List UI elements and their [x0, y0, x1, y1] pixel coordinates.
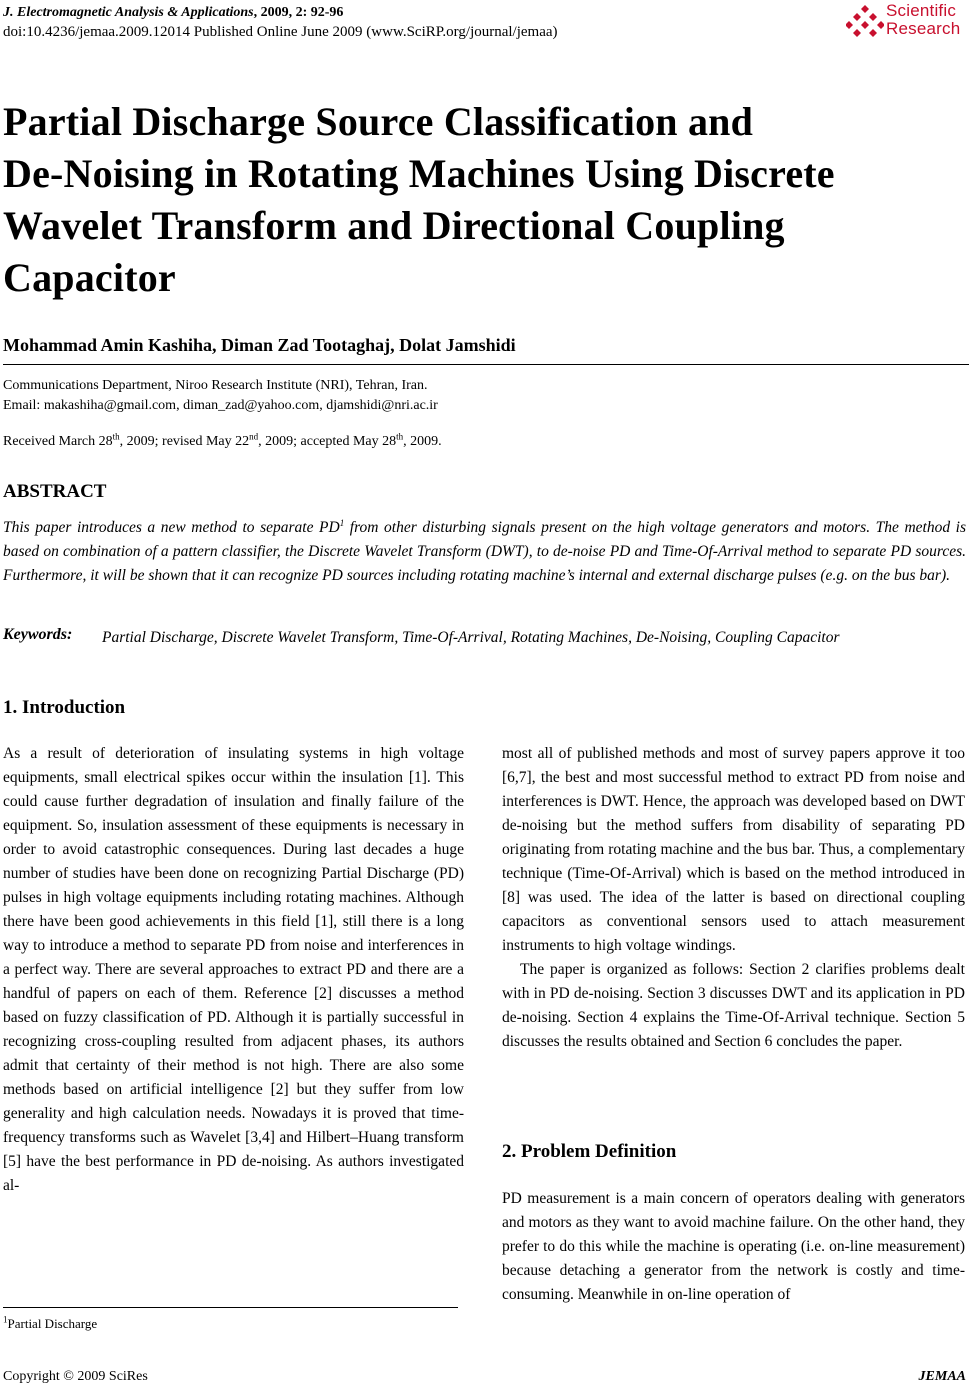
received-text-2: , 2009; revised May 22 — [119, 434, 250, 449]
publisher-logo — [846, 2, 966, 42]
paper-title — [3, 96, 963, 304]
intro-paragraph-3: The paper is organized as follows: Section 2 clarifies problems dealt with in PD de-noising. Section 3 discusses DWT and its application in PD de-noising. Section 4 explains the Time-Of-Arrival technique. Section 5 discusses the results obtained and Section 6 concludes the paper. — [502, 961, 965, 1050]
journal-header — [3, 1, 963, 42]
keywords-label: Keywords: — [3, 626, 73, 643]
title-line-2: De-Noising in Rotating Machines Using Discrete — [3, 151, 835, 196]
scientific-research-logo-icon — [846, 4, 884, 40]
copyright-footer: Copyright © 2009 SciRes — [3, 1369, 148, 1384]
footnote-divider — [3, 1307, 458, 1308]
abstract-part-2: from other disturbing signals present on the high voltage generators and motors. The method is based on combination of a pattern classifier, the Discrete Wavelet Transform (DWT), to de-noise PD and Time-Of-Arrival method to separate PD sources. Furthermore, it will be shown that it can recognize PD sources including rotating machine’s internal and external discharge pulses (e.g. on the bus bar). — [3, 519, 966, 584]
abstract-part-1: This paper introduces a new method to separate PD — [3, 519, 340, 536]
logo-text — [886, 2, 960, 38]
footnote-text: Partial Discharge — [7, 1316, 98, 1331]
title-line-3: Wavelet Transform and Directional Coupling — [3, 203, 785, 248]
left-column — [3, 742, 464, 1198]
journal-volume: , 2009, 2: 92-96 — [253, 5, 344, 20]
received-sup-3: th — [396, 431, 404, 442]
footnote — [3, 1316, 97, 1332]
affiliation-department: Communications Department, Niroo Research Institute (NRI), Tehran, Iran. — [3, 378, 428, 393]
received-text-1: Received March 28 — [3, 434, 113, 449]
received-text-3: , 2009; accepted May 28 — [258, 434, 397, 449]
affiliation-block — [3, 376, 438, 416]
right-column — [502, 742, 965, 1054]
logo-line-2: Research — [886, 19, 961, 38]
footnote-mark: 1 — [3, 1314, 8, 1325]
section-2-text: PD measurement is a main concern of operators dealing with generators and motors as they want to avoid machine failure. On the other hand, they prefer to do this while the machine is operating (i.e. on-line measurement) because detaching a generator from the network is costly and time-consuming. Meanwhile in on-line operation of — [502, 1190, 965, 1303]
received-sup-1: th — [112, 431, 120, 442]
received-dates — [3, 431, 442, 450]
received-sup-2: nd — [249, 431, 259, 442]
journal-citation — [3, 1, 963, 22]
author-list: Mohammad Amin Kashiha, Diman Zad Tootaghaj, Dolat Jamshidi — [3, 335, 516, 355]
intro-paragraph-1: As a result of deterioration of insulating systems in high voltage equipments, small electrical spikes occur within the insulation [1]. This could cause further degradation of insulation and finally failure of the equipment. So, insulation assessment of these equipments is necessary in order to avoid catastrophic consequences. During last decades a huge number of studies have been done on recognizing Partial Discharge (PD) pulses in high voltage equipments including rotating machines. Although there have been good achievements in this field [1], still there is a long way to introduce a method to separate PD from noise and interferences in a perfect way. There are several approaches to extract PD and there are a handful of papers on each of them. Reference [2] discusses a method based on fuzzy classification of PD. Although it is partially successful in recognizing cross-coupling resulted from adjacent phases, its authors admit that certainty of their method is not high. There are also some methods based on artificial intelligence [2] but they suffer from low generality and high calculation needs. Nowadays it is proved that time-frequency transforms such as Wavelet [3,4] and Hilbert–Huang transform [5] have the best performance in PD de-noising. As authors investigated al- — [3, 745, 464, 1194]
affiliation-email: Email: makashiha@gmail.com, diman_zad@yahoo.com, djamshidi@nri.ac.ir — [3, 398, 438, 413]
received-text-4: , 2009. — [403, 434, 442, 449]
title-line-1: Partial Discharge Source Classification and — [3, 99, 754, 144]
abstract-text — [3, 516, 966, 588]
journal-name: J. Electromagnetic Analysis & Applications — [3, 5, 254, 20]
footnote-ref: 1 — [339, 517, 345, 528]
doi-line: doi:10.4236/jemaa.2009.12014 Published Online June 2009 (www.SciRP.org/journal/jemaa) — [3, 24, 558, 40]
keywords-text: Partial Discharge, Discrete Wavelet Transform, Time-Of-Arrival, Rotating Machines, De-Noising, Coupling Capacitor — [102, 629, 840, 646]
section-2-heading: 2. Problem Definition — [502, 1141, 677, 1162]
section-1-heading: 1. Introduction — [3, 697, 126, 718]
title-line-4: Capacitor — [3, 255, 176, 300]
abstract-heading: ABSTRACT — [3, 481, 107, 502]
author-divider — [3, 364, 969, 365]
logo-line-1: Scientific — [886, 1, 957, 20]
intro-paragraph-2: most all of published methods and most of survey papers approve it too [6,7], the best and most successful method to extract PD from noise and interferences is DWT. Hence, the approach was developed based on DWT de-noising but the method suffers from disability of separating PD originating from rotating machine and the bus bar. Thus, a complementary technique (Time-Of-Arrival) which is based on the method introduced in [8] was used. The idea of the latter is based on directional coupling capacitors as conventional sensors used to attach measurement instruments to high voltage windings. — [502, 745, 965, 954]
journal-abbrev-footer: JEMAA — [918, 1369, 966, 1384]
